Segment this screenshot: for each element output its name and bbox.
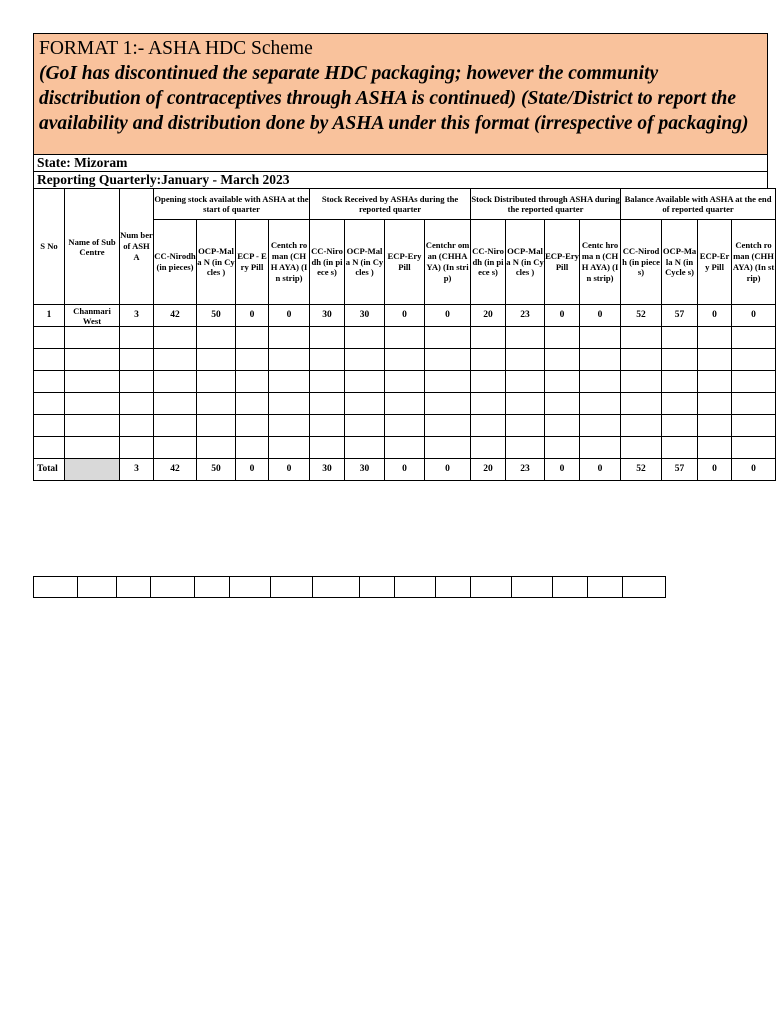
cell-empty bbox=[120, 371, 154, 393]
cell-total-received: 0 bbox=[425, 459, 471, 481]
cell-empty bbox=[471, 393, 506, 415]
table-row-empty bbox=[34, 437, 776, 459]
cell-received: 30 bbox=[310, 305, 345, 327]
cell-empty bbox=[545, 371, 580, 393]
reporting-period-label: Reporting Quarterly:January - March 2023 bbox=[33, 171, 768, 188]
cell-empty bbox=[698, 349, 732, 371]
subheader-received-0: CC-Niro dh (in piece s) bbox=[310, 220, 345, 305]
cell-total-received: 0 bbox=[385, 459, 425, 481]
cell-empty bbox=[425, 327, 471, 349]
cell-empty bbox=[197, 327, 236, 349]
subheader-distributed-2: ECP-Ery Pill bbox=[545, 220, 580, 305]
cell-empty bbox=[236, 415, 269, 437]
footer-strip-cell bbox=[436, 577, 471, 598]
cell-empty bbox=[385, 437, 425, 459]
cell-empty bbox=[154, 327, 197, 349]
cell-empty bbox=[662, 437, 698, 459]
footer-strip-row bbox=[34, 577, 666, 598]
cell-empty bbox=[34, 349, 65, 371]
cell-received: 0 bbox=[385, 305, 425, 327]
cell-distributed: 0 bbox=[580, 305, 621, 327]
cell-empty bbox=[236, 393, 269, 415]
cell-balance: 0 bbox=[698, 305, 732, 327]
cell-empty bbox=[345, 415, 385, 437]
cell-empty bbox=[506, 371, 545, 393]
cell-empty bbox=[236, 349, 269, 371]
cell-empty bbox=[345, 437, 385, 459]
cell-empty bbox=[621, 415, 662, 437]
cell-empty bbox=[269, 415, 310, 437]
footer-strip-cell bbox=[553, 577, 588, 598]
footer-strip-cell bbox=[271, 577, 313, 598]
header-sno: S No bbox=[34, 189, 65, 305]
header-stock-received: Stock Received by ASHAs during the reported quarter bbox=[310, 189, 471, 220]
cell-empty bbox=[34, 437, 65, 459]
table-row-total bbox=[34, 459, 776, 481]
table-body bbox=[34, 305, 776, 481]
cell-received: 30 bbox=[345, 305, 385, 327]
footer-strip-cell bbox=[471, 577, 512, 598]
cell-empty bbox=[621, 349, 662, 371]
state-label: State: Mizoram bbox=[33, 154, 768, 171]
asha-hdc-table bbox=[33, 188, 776, 481]
cell-empty bbox=[65, 393, 120, 415]
cell-empty bbox=[34, 393, 65, 415]
cell-total-distributed: 23 bbox=[506, 459, 545, 481]
cell-subcentre: Chanmari West bbox=[65, 305, 120, 327]
cell-empty bbox=[236, 327, 269, 349]
subheader-distributed-1: OCP-Mala N (in Cycles ) bbox=[506, 220, 545, 305]
cell-empty bbox=[65, 349, 120, 371]
footer-strip-cell bbox=[360, 577, 395, 598]
cell-empty bbox=[385, 349, 425, 371]
subheader-received-1: OCP-Mala N (in Cycles ) bbox=[345, 220, 385, 305]
cell-empty bbox=[662, 327, 698, 349]
cell-empty bbox=[120, 393, 154, 415]
header-stock-distributed: Stock Distributed through ASHA during the reported quarter bbox=[471, 189, 621, 220]
cell-received: 0 bbox=[425, 305, 471, 327]
subheader-distributed-0: CC-Niro dh (in piece s) bbox=[471, 220, 506, 305]
cell-distributed: 20 bbox=[471, 305, 506, 327]
cell-empty bbox=[197, 437, 236, 459]
cell-empty bbox=[154, 371, 197, 393]
cell-total-balance: 57 bbox=[662, 459, 698, 481]
cell-empty bbox=[197, 349, 236, 371]
subheader-opening-3: Centch roman (CHH AYA) (In strip) bbox=[269, 220, 310, 305]
cell-empty bbox=[662, 393, 698, 415]
cell-empty bbox=[425, 371, 471, 393]
cell-empty bbox=[269, 437, 310, 459]
cell-empty bbox=[425, 437, 471, 459]
report-sheet bbox=[33, 33, 775, 481]
cell-opening: 0 bbox=[236, 305, 269, 327]
cell-empty bbox=[385, 393, 425, 415]
cell-empty bbox=[65, 371, 120, 393]
cell-empty bbox=[310, 437, 345, 459]
table-row bbox=[34, 305, 776, 327]
cell-empty bbox=[732, 349, 776, 371]
footer-strip-cell bbox=[395, 577, 436, 598]
cell-opening: 0 bbox=[269, 305, 310, 327]
cell-total-distributed: 0 bbox=[580, 459, 621, 481]
cell-total-subcentre bbox=[65, 459, 120, 481]
cell-empty bbox=[580, 327, 621, 349]
header-asha-count: Num ber of ASH A bbox=[120, 189, 154, 305]
cell-empty bbox=[698, 371, 732, 393]
footer-strip-cell bbox=[230, 577, 271, 598]
cell-empty bbox=[120, 437, 154, 459]
cell-total-balance: 0 bbox=[732, 459, 776, 481]
subheader-balance-1: OCP-Mala N (in Cycle s) bbox=[662, 220, 698, 305]
cell-empty bbox=[385, 327, 425, 349]
subheader-opening-1: OCP-Mala N (in Cycles ) bbox=[197, 220, 236, 305]
cell-empty bbox=[34, 371, 65, 393]
subheader-received-3: Centchr oman (CHHA YA) (In strip) bbox=[425, 220, 471, 305]
cell-empty bbox=[471, 371, 506, 393]
footer-strip-cell bbox=[34, 577, 78, 598]
format-title: FORMAT 1:- ASHA HDC Scheme bbox=[39, 38, 313, 59]
cell-empty bbox=[154, 349, 197, 371]
cell-empty bbox=[310, 393, 345, 415]
header-row-groups bbox=[34, 189, 776, 220]
cell-empty bbox=[154, 415, 197, 437]
cell-empty bbox=[310, 327, 345, 349]
cell-empty bbox=[34, 327, 65, 349]
cell-empty bbox=[545, 415, 580, 437]
cell-empty bbox=[236, 437, 269, 459]
cell-empty bbox=[269, 349, 310, 371]
subheader-balance-2: ECP-Ery Pill bbox=[698, 220, 732, 305]
cell-empty bbox=[580, 349, 621, 371]
table-row-empty bbox=[34, 371, 776, 393]
cell-empty bbox=[154, 437, 197, 459]
cell-empty bbox=[385, 371, 425, 393]
cell-empty bbox=[621, 393, 662, 415]
cell-empty bbox=[698, 327, 732, 349]
cell-empty bbox=[471, 415, 506, 437]
cell-empty bbox=[425, 415, 471, 437]
cell-empty bbox=[662, 371, 698, 393]
cell-empty bbox=[65, 415, 120, 437]
cell-empty bbox=[345, 371, 385, 393]
cell-empty bbox=[269, 393, 310, 415]
blank-footer-strip bbox=[33, 576, 666, 598]
cell-empty bbox=[732, 371, 776, 393]
cell-empty bbox=[545, 393, 580, 415]
footer-strip-cell bbox=[512, 577, 553, 598]
cell-empty bbox=[120, 349, 154, 371]
cell-total-opening: 50 bbox=[197, 459, 236, 481]
subheader-received-2: ECP-Ery Pill bbox=[385, 220, 425, 305]
header-subcentre: Name of Sub Centre bbox=[65, 189, 120, 305]
cell-total-opening: 0 bbox=[269, 459, 310, 481]
footer-strip-cell bbox=[195, 577, 230, 598]
cell-empty bbox=[580, 393, 621, 415]
cell-empty bbox=[506, 437, 545, 459]
cell-total-label: Total bbox=[34, 459, 65, 481]
footer-strip-cell bbox=[117, 577, 151, 598]
cell-total-balance: 52 bbox=[621, 459, 662, 481]
cell-empty bbox=[345, 327, 385, 349]
cell-total-received: 30 bbox=[345, 459, 385, 481]
cell-empty bbox=[236, 371, 269, 393]
cell-empty bbox=[310, 415, 345, 437]
cell-empty bbox=[698, 393, 732, 415]
cell-distributed: 0 bbox=[545, 305, 580, 327]
cell-empty bbox=[197, 393, 236, 415]
cell-empty bbox=[197, 371, 236, 393]
cell-empty bbox=[545, 327, 580, 349]
title-box bbox=[33, 33, 768, 154]
cell-empty bbox=[732, 393, 776, 415]
cell-empty bbox=[621, 327, 662, 349]
cell-empty bbox=[197, 415, 236, 437]
footer-strip-cell bbox=[623, 577, 666, 598]
cell-empty bbox=[269, 327, 310, 349]
cell-sno: 1 bbox=[34, 305, 65, 327]
cell-total-distributed: 20 bbox=[471, 459, 506, 481]
cell-balance: 52 bbox=[621, 305, 662, 327]
footer-strip-cell bbox=[78, 577, 117, 598]
cell-empty bbox=[698, 437, 732, 459]
cell-empty bbox=[269, 371, 310, 393]
cell-empty bbox=[310, 349, 345, 371]
cell-empty bbox=[385, 415, 425, 437]
cell-empty bbox=[154, 393, 197, 415]
cell-total-balance: 0 bbox=[698, 459, 732, 481]
table-row-empty bbox=[34, 415, 776, 437]
cell-empty bbox=[471, 327, 506, 349]
table-row-empty bbox=[34, 393, 776, 415]
cell-empty bbox=[310, 371, 345, 393]
cell-empty bbox=[120, 415, 154, 437]
cell-total-opening: 42 bbox=[154, 459, 197, 481]
cell-total-distributed: 0 bbox=[545, 459, 580, 481]
cell-opening: 50 bbox=[197, 305, 236, 327]
subheader-balance-3: Centch roman (CHH AYA) (In strip) bbox=[732, 220, 776, 305]
cell-empty bbox=[662, 349, 698, 371]
subheader-opening-0: CC-Nirodh (in pieces) bbox=[154, 220, 197, 305]
cell-empty bbox=[545, 349, 580, 371]
cell-empty bbox=[506, 393, 545, 415]
cell-balance: 57 bbox=[662, 305, 698, 327]
cell-empty bbox=[662, 415, 698, 437]
cell-distributed: 23 bbox=[506, 305, 545, 327]
footer-strip-cell bbox=[151, 577, 195, 598]
cell-empty bbox=[506, 349, 545, 371]
table-row-empty bbox=[34, 349, 776, 371]
cell-total-received: 30 bbox=[310, 459, 345, 481]
format-subtitle: (GoI has discontinued the separate HDC packaging; however the community disctribution of contraceptives through ASHA is continued) (State/District to report the availability and distribution done by ASHA under this format (irrespective of packaging) bbox=[39, 63, 749, 134]
cell-empty bbox=[732, 437, 776, 459]
cell-empty bbox=[65, 437, 120, 459]
cell-empty bbox=[65, 327, 120, 349]
cell-empty bbox=[698, 415, 732, 437]
cell-empty bbox=[580, 437, 621, 459]
cell-empty bbox=[621, 437, 662, 459]
cell-total-opening: 0 bbox=[236, 459, 269, 481]
cell-empty bbox=[580, 371, 621, 393]
cell-empty bbox=[425, 393, 471, 415]
cell-empty bbox=[471, 349, 506, 371]
footer-strip-cell bbox=[588, 577, 623, 598]
cell-empty bbox=[471, 437, 506, 459]
cell-total-asha: 3 bbox=[120, 459, 154, 481]
cell-empty bbox=[425, 349, 471, 371]
cell-opening: 42 bbox=[154, 305, 197, 327]
header-balance-available: Balance Available with ASHA at the end of reported quarter bbox=[621, 189, 776, 220]
cell-empty bbox=[506, 327, 545, 349]
cell-empty bbox=[732, 415, 776, 437]
cell-empty bbox=[580, 415, 621, 437]
subheader-balance-0: CC-Nirod h (in pieces) bbox=[621, 220, 662, 305]
cell-asha-count: 3 bbox=[120, 305, 154, 327]
cell-empty bbox=[34, 415, 65, 437]
subheader-distributed-3: Centc hroma n (CHH AYA) (In strip) bbox=[580, 220, 621, 305]
cell-empty bbox=[621, 371, 662, 393]
header-opening-stock: Opening stock available with ASHA at the start of quarter bbox=[154, 189, 310, 220]
cell-empty bbox=[345, 349, 385, 371]
cell-empty bbox=[732, 327, 776, 349]
cell-empty bbox=[545, 437, 580, 459]
footer-strip-cell bbox=[313, 577, 360, 598]
cell-empty bbox=[506, 415, 545, 437]
table-row-empty bbox=[34, 327, 776, 349]
cell-empty bbox=[345, 393, 385, 415]
cell-balance: 0 bbox=[732, 305, 776, 327]
subheader-opening-2: ECP - Ery Pill bbox=[236, 220, 269, 305]
cell-empty bbox=[120, 327, 154, 349]
